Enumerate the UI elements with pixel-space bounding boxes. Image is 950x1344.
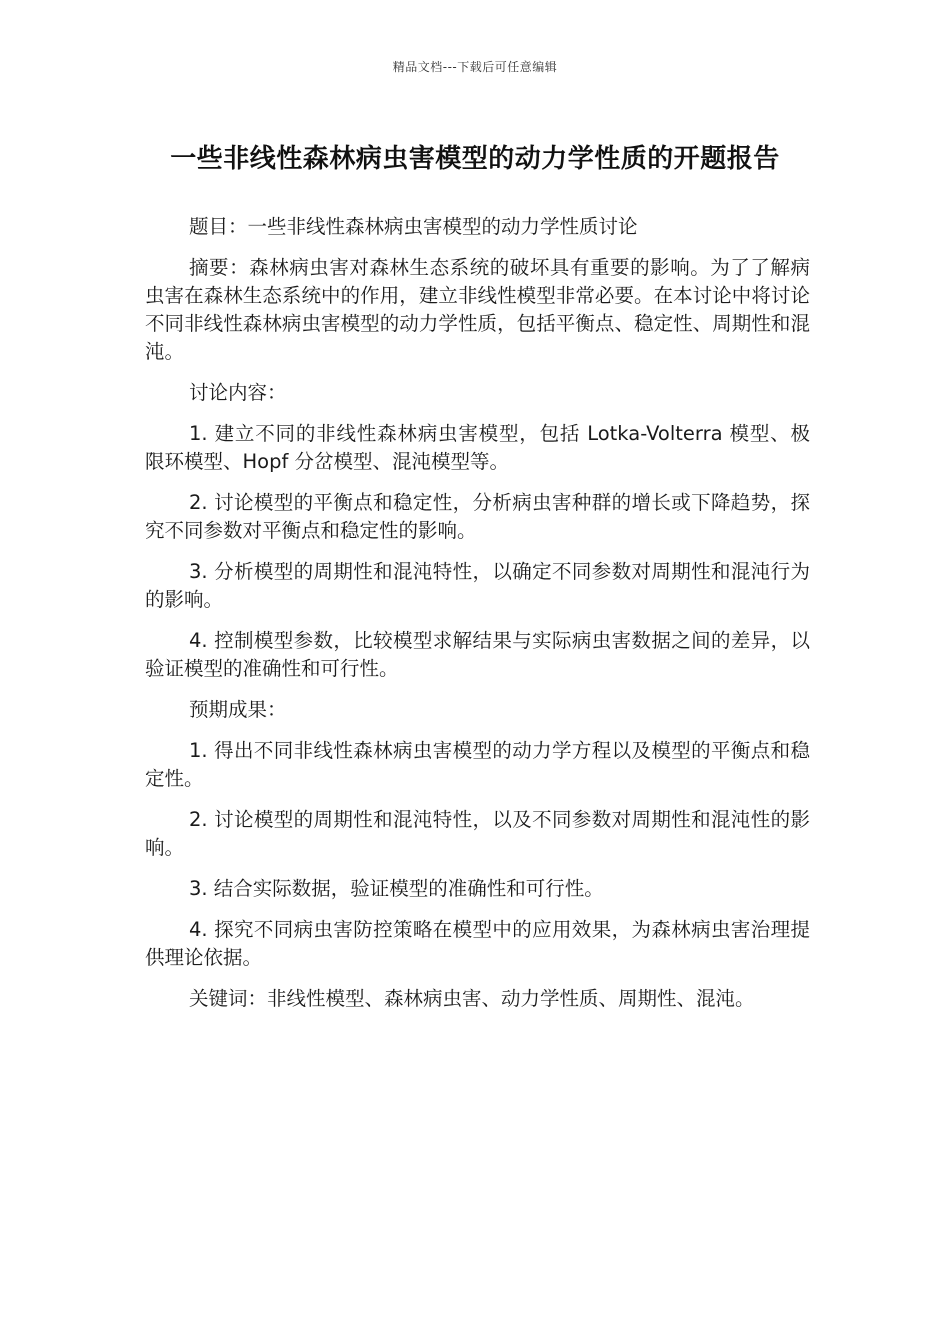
expected-result-item: 1. 得出不同非线性森林病虫害模型的动力学方程以及模型的平衡点和稳定性。 [145, 739, 810, 790]
expected-result-item: 2. 讨论模型的周期性和混沌特性，以及不同参数对周期性和混沌性的影响。 [145, 808, 810, 859]
keywords-paragraph: 关键词：非线性模型、森林病虫害、动力学性质、周期性、混沌。 [189, 987, 755, 1010]
header-watermark: 精品文档---下载后可任意编辑 [392, 60, 558, 74]
discussion-heading: 讨论内容： [189, 381, 287, 404]
discussion-item: 3. 分析模型的周期性和混沌特性，以确定不同参数对周期性和混沌行为的影响。 [145, 560, 810, 611]
document-title: 一些非线性森林病虫害模型的动力学性质的开题报告 [170, 144, 780, 174]
discussion-item: 1. 建立不同的非线性森林病虫害模型，包括 Lotka-Volterra 模型、极限环模型、Hopf 分岔模型、混沌模型等。 [145, 422, 810, 473]
abstract-paragraph: 摘要：森林病虫害对森林生态系统的破坏具有重要的影响。为了了解病虫害在森林生态系统中的作用，建立非线性模型非常必要。在本讨论中将讨论不同非线性森林病虫害模型的动力学性质，包括平衡点、稳定性、周期性和混沌。 [145, 256, 810, 363]
expected-result-item: 4. 探究不同病虫害防控策略在模型中的应用效果，为森林病虫害治理提供理论依据。 [145, 918, 810, 969]
expected-result-item: 3. 结合实际数据，验证模型的准确性和可行性。 [189, 877, 604, 900]
discussion-item: 4. 控制模型参数，比较模型求解结果与实际病虫害数据之间的差异，以验证模型的准确性和可行性。 [145, 629, 810, 680]
expected-results-heading: 预期成果： [189, 698, 287, 721]
discussion-item: 2. 讨论模型的平衡点和稳定性，分析病虫害种群的增长或下降趋势，探究不同参数对平衡点和稳定性的影响。 [145, 491, 810, 542]
topic-paragraph: 题目：一些非线性森林病虫害模型的动力学性质讨论 [189, 215, 638, 238]
document-body [145, 213, 810, 1026]
